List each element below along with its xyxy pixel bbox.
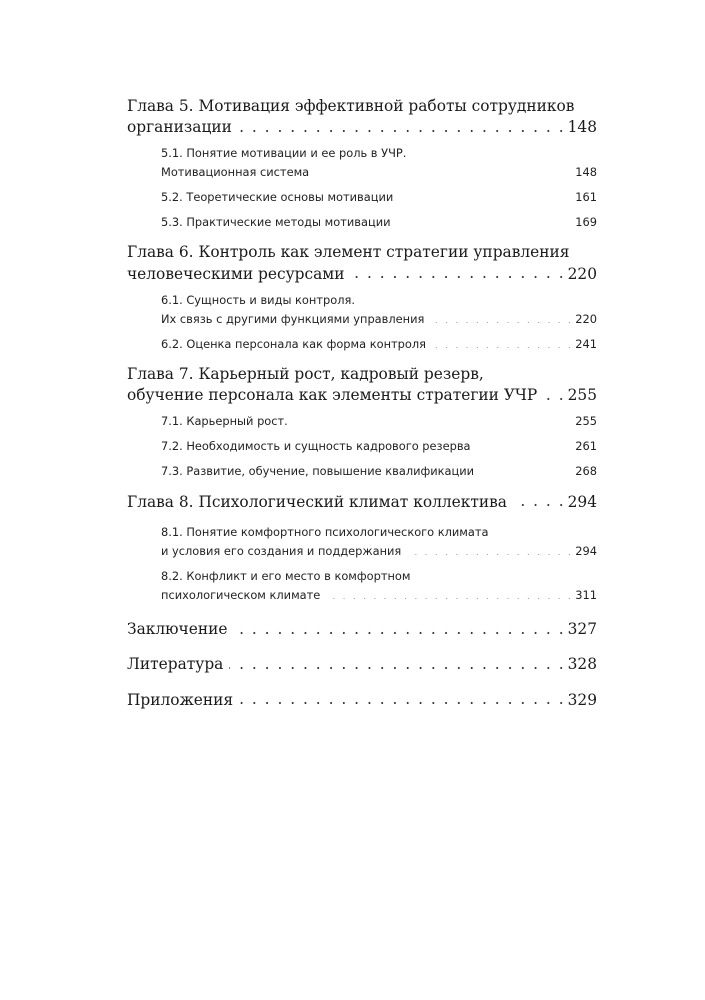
page-number: 294 [567, 492, 597, 511]
chapter-title-line-2-row [127, 117, 597, 138]
end-item-row [127, 619, 597, 640]
section-title-line-2-row [161, 586, 597, 605]
section-title-row [161, 335, 597, 354]
section-title-line-2: и условия его создания и поддержания [161, 543, 402, 558]
chapter-title-line-2: обучение персонала как элементы стратегии УЧР [127, 386, 538, 405]
chapter-title: Глава 8. Психологический климат коллектива [127, 492, 507, 511]
dot-leader [543, 385, 563, 400]
section-title-row [161, 462, 597, 481]
chapter-title-line-1: Глава 5. Мотивация эффективной работы сотрудников [127, 97, 575, 115]
toc-section-5-1[interactable] [161, 144, 597, 182]
toc-literature[interactable] [127, 654, 597, 675]
chapter-title-line-2: человеческими ресурсами [127, 264, 345, 283]
section-title: 7.3. Развитие, обучение, повышение квалификации [161, 464, 475, 479]
page-number: 255 [567, 386, 597, 405]
dot-leader [233, 619, 563, 634]
dot-leader [351, 263, 564, 278]
dot-leader [513, 491, 564, 506]
dot-leader [239, 689, 564, 704]
page-number: 169 [575, 215, 597, 230]
end-item-row [127, 689, 597, 710]
section-title-line-1: 5.1. Понятие мотивации и ее роль в УЧР. [161, 146, 407, 161]
toc-section-7-2[interactable] [161, 437, 597, 456]
page-number: 311 [575, 587, 597, 602]
section-title: 7.2. Необходимость и сущность кадрового резерва [161, 439, 471, 454]
section-title: 7.1. Карьерный рост. [161, 414, 288, 429]
toc-section-7-3[interactable] [161, 462, 597, 481]
section-title-line-2: Их связь с другими функциями управления [161, 311, 425, 326]
page-number: 148 [567, 118, 597, 137]
section-title: 5.3. Практические методы мотивации [161, 215, 391, 230]
dot-leader [229, 654, 563, 669]
chapter-title-line-2-row [127, 385, 597, 406]
chapter-title-row [127, 491, 597, 512]
dot-leader [399, 190, 571, 201]
page-number: 294 [575, 543, 597, 558]
section-title-line-1: 6.1. Сущность и виды контроля. [161, 292, 355, 307]
end-item-row [127, 654, 597, 675]
dot-leader [326, 587, 571, 598]
page-number: 161 [575, 190, 597, 205]
section-title: 6.2. Оценка персонала как форма контроля [161, 336, 426, 351]
toc-section-5-2[interactable] [161, 188, 597, 207]
chapter-title-line-1: Глава 7. Карьерный рост, кадровый резерв, [127, 364, 484, 383]
page-number: 148 [575, 165, 597, 180]
dot-leader [477, 439, 572, 450]
page-number: 327 [567, 619, 597, 638]
end-item-label: Приложения [127, 690, 234, 709]
toc-chapter-7[interactable] [127, 364, 597, 406]
end-item-label: Заключение [127, 619, 228, 638]
toc-section-5-3[interactable] [161, 213, 597, 232]
chapter-title-line-2: организации [127, 118, 232, 137]
toc-section-8-1[interactable] [161, 523, 597, 561]
page-number: 328 [567, 655, 597, 674]
toc-section-6-1[interactable] [161, 291, 597, 329]
dot-leader [480, 464, 571, 475]
page-number: 241 [575, 336, 597, 351]
chapter-title-line-1: Глава 6. Контроль как элемент стратегии управления [127, 243, 570, 262]
section-title-line-2-row [161, 542, 597, 561]
chapter-title-line-2-row [127, 263, 597, 284]
toc-appendices[interactable] [127, 689, 597, 710]
dot-leader [430, 311, 571, 322]
page-number: 329 [567, 690, 597, 709]
dot-leader [315, 165, 571, 176]
section-title-line-1: 8.1. Понятие комфортного психологического климата [161, 524, 489, 539]
dot-leader [238, 117, 564, 132]
dot-leader [397, 215, 572, 226]
section-title-row [161, 412, 597, 431]
section-title-row [161, 437, 597, 456]
dot-leader [407, 543, 571, 554]
section-title-line-2-row [161, 310, 597, 329]
toc-chapter-5[interactable] [127, 96, 597, 138]
table-of-contents [127, 96, 597, 711]
page-number: 261 [575, 439, 597, 454]
page-number: 255 [575, 414, 597, 429]
section-title: 5.2. Теоретические основы мотивации [161, 190, 394, 205]
section-title-row [161, 213, 597, 232]
section-title-line-2: психологическом климате [161, 587, 321, 602]
toc-section-7-1[interactable] [161, 412, 597, 431]
page-number: 220 [575, 311, 597, 326]
toc-section-6-2[interactable] [161, 335, 597, 354]
dot-leader [432, 336, 571, 347]
section-title-line-2: Мотивационная система [161, 165, 310, 180]
section-title-line-2-row [161, 163, 597, 182]
toc-conclusion[interactable] [127, 619, 597, 640]
section-title-line-1: 8.2. Конфликт и его место в комфортном [161, 568, 411, 583]
toc-chapter-6[interactable] [127, 242, 597, 284]
end-item-label: Литература [127, 655, 224, 674]
dot-leader [294, 414, 571, 425]
toc-chapter-8[interactable] [127, 491, 597, 512]
page-number: 220 [567, 264, 597, 283]
toc-section-8-2[interactable] [161, 567, 597, 605]
section-title-row [161, 188, 597, 207]
page-number: 268 [575, 464, 597, 479]
